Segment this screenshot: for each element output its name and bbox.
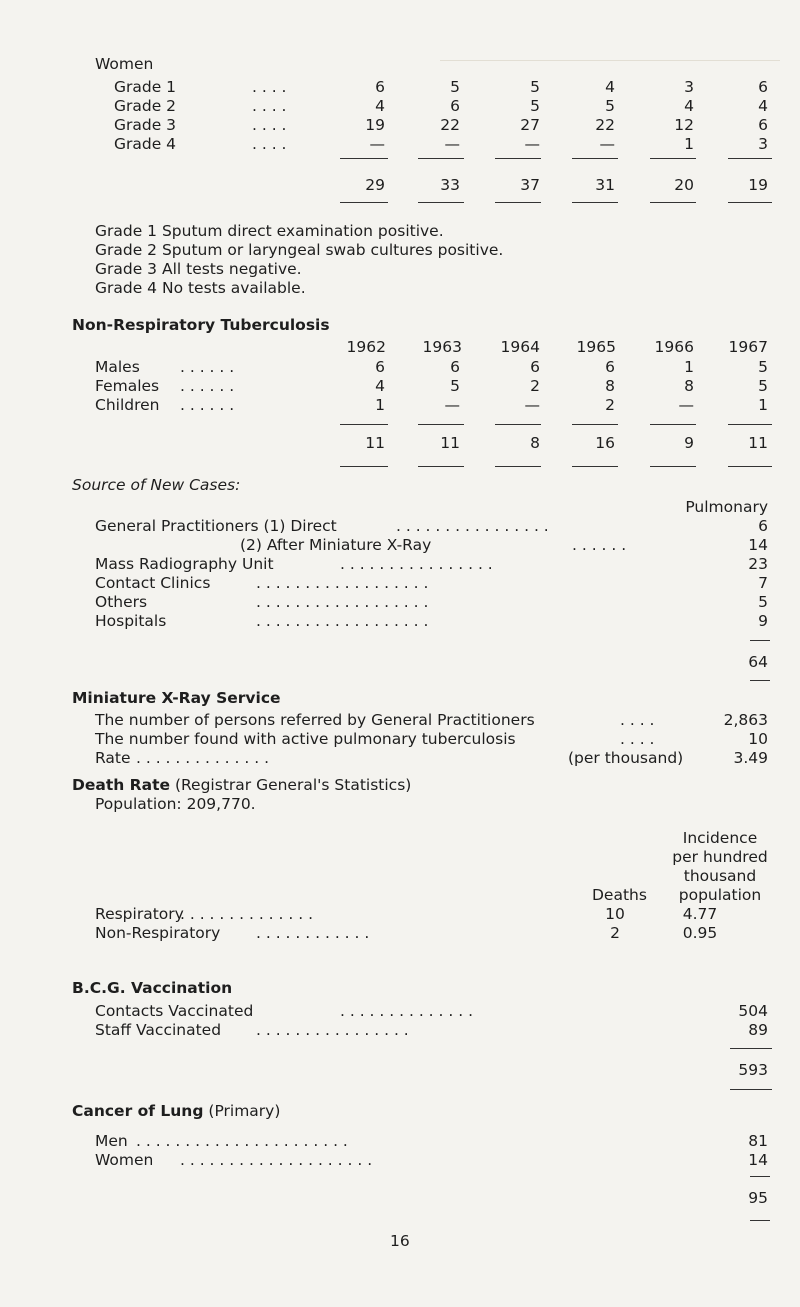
- cell: 12: [674, 116, 694, 134]
- row-label: (2) After Miniature X-Ray: [240, 536, 432, 554]
- row-dots: . . . . . . . . . . . . . . . . . . . .: [180, 1151, 373, 1169]
- cell: 5: [450, 377, 460, 395]
- row-label: Grade 3: [114, 116, 177, 134]
- rate-cell: 0.95: [682, 924, 718, 942]
- heading-rest: (Primary): [208, 1102, 281, 1120]
- total-rule-bottom: [495, 202, 541, 203]
- cell: 81: [748, 1132, 768, 1150]
- row-label: Others: [95, 593, 148, 611]
- incidence-line: per hundred: [672, 848, 768, 866]
- cell: 27: [520, 116, 540, 134]
- cell: 14: [748, 1151, 768, 1169]
- row-label: Children: [95, 396, 160, 414]
- cell: 6: [758, 116, 768, 134]
- total-cell: 16: [595, 434, 615, 452]
- row-label: Grade 1: [114, 78, 177, 96]
- total-cell: 31: [595, 176, 615, 194]
- row-dots: . . . . . . . . . . . .: [256, 924, 370, 942]
- cell: 1: [758, 396, 768, 414]
- cell: 1: [375, 396, 385, 414]
- cell: 14: [748, 536, 768, 554]
- row-dots: . . . .: [620, 711, 655, 729]
- total-rule: [650, 424, 696, 425]
- year: 1966: [654, 338, 694, 356]
- total-rule-bottom: [728, 202, 772, 203]
- cell: 3: [684, 78, 694, 96]
- row-dots: . . . . . .: [180, 377, 235, 395]
- total-rule: [750, 1176, 770, 1177]
- row-dots: . . . .: [252, 97, 287, 115]
- total-rule-bottom: [730, 1089, 772, 1090]
- heading-rest: (Registrar General's Statistics): [174, 776, 412, 794]
- row-dots: . . . . . . . . . . . . . . . . . .: [256, 612, 429, 630]
- grade-note: Grade 4 No tests available.: [95, 279, 306, 297]
- row-dots: . . . . . .: [572, 536, 627, 554]
- cell: —: [524, 135, 540, 153]
- heading-bold: Death Rate: [72, 776, 170, 794]
- cell: 2: [605, 396, 615, 414]
- row-label: Females: [95, 377, 160, 395]
- rate-cell: 4.77: [682, 905, 718, 923]
- cell: 8: [605, 377, 615, 395]
- total-rule: [418, 424, 464, 425]
- cell: 5: [758, 358, 768, 376]
- row-label: Staff Vaccinated: [95, 1021, 222, 1039]
- cell: —: [599, 135, 615, 153]
- row-label: Males: [95, 358, 140, 376]
- row-label: Non-Respiratory: [95, 924, 221, 942]
- row-dots: . . . . . . . . . . . . . . . . . . . . . .: [136, 1132, 348, 1150]
- total-cell: 29: [365, 176, 385, 194]
- total-rule-bottom: [728, 466, 772, 467]
- cell: 6: [605, 358, 615, 376]
- section-heading: B.C.G. Vaccination: [72, 979, 233, 997]
- year: 1963: [422, 338, 462, 356]
- column-header: Pulmonary: [685, 498, 768, 516]
- section-heading: [72, 776, 411, 794]
- cell: 6: [758, 517, 768, 535]
- cell: 3: [758, 135, 768, 153]
- cell: 4: [605, 78, 615, 96]
- row-dots: . . . .: [252, 116, 287, 134]
- total-cell: 593: [738, 1061, 768, 1079]
- total-rule-bottom: [418, 466, 464, 467]
- total-cell: 20: [674, 176, 694, 194]
- population: Population: 209,770.: [95, 795, 256, 813]
- total-rule-bottom: [750, 680, 770, 681]
- row-label: Men: [95, 1132, 128, 1150]
- total-cell: 19: [748, 176, 768, 194]
- row-label: Rate: [95, 749, 131, 767]
- row-dots: . . . . . . . . . . . . . . . .: [340, 555, 493, 573]
- heading-bold: Cancer of Lung: [72, 1102, 204, 1120]
- cell: 23: [748, 555, 768, 573]
- total-rule: [340, 158, 388, 159]
- total-cell: 64: [748, 653, 768, 671]
- cell: 6: [758, 78, 768, 96]
- row-dots: . . . .: [252, 135, 287, 153]
- total-cell: 11: [748, 434, 768, 452]
- total-rule: [495, 158, 541, 159]
- cell: 7: [758, 574, 768, 592]
- total-rule-bottom: [340, 466, 388, 467]
- total-cell: 95: [748, 1189, 768, 1207]
- total-cell: 33: [440, 176, 460, 194]
- cell: 6: [375, 78, 385, 96]
- cell: —: [524, 396, 540, 414]
- cell: 3.49: [733, 749, 768, 767]
- cell: 10: [748, 730, 768, 748]
- cell: 4: [375, 97, 385, 115]
- page-number: 16: [390, 1232, 410, 1250]
- row-dots: . . . . . . . . . . . . . . . . . .: [256, 574, 429, 592]
- cell: 4: [758, 97, 768, 115]
- cell: 2: [530, 377, 540, 395]
- total-rule: [495, 424, 541, 425]
- deaths-cell: 2: [610, 924, 620, 942]
- row-dots: . . . . . . . . . . . . . . . .: [396, 517, 549, 535]
- deaths-header: Deaths: [592, 886, 647, 904]
- grade-note: Grade 3 All tests negative.: [95, 260, 302, 278]
- cell: 504: [738, 1002, 768, 1020]
- row-dots: . . . . . . . . . . . . . .: [180, 905, 314, 923]
- total-cell: 37: [520, 176, 540, 194]
- total-rule: [572, 424, 618, 425]
- cell: 5: [450, 78, 460, 96]
- cell: —: [444, 396, 460, 414]
- cell: 9: [758, 612, 768, 630]
- year: 1967: [728, 338, 768, 356]
- cell: 5: [530, 97, 540, 115]
- grade-note: Grade 1 Sputum direct examination positive.: [95, 222, 444, 240]
- row-label: Women: [95, 1151, 154, 1169]
- total-cell: 11: [440, 434, 460, 452]
- section-heading: Non-Respiratory Tuberculosis: [72, 316, 330, 334]
- cell: 8: [684, 377, 694, 395]
- total-rule: [572, 158, 618, 159]
- cell: 2,863: [723, 711, 768, 729]
- row-label: The number found with active pulmonary tuberculosis: [95, 730, 516, 748]
- total-rule-bottom: [750, 1220, 770, 1221]
- total-rule-bottom: [340, 202, 388, 203]
- row-dots: . . . . . . . . . . . . . . . . . .: [256, 593, 429, 611]
- total-cell: 11: [365, 434, 385, 452]
- cell: 1: [684, 135, 694, 153]
- cell: —: [444, 135, 460, 153]
- cell: 19: [365, 116, 385, 134]
- row-dots: . . . .: [620, 730, 655, 748]
- section-heading: Miniature X-Ray Service: [72, 689, 281, 707]
- incidence-line: thousand: [683, 867, 757, 885]
- year: 1965: [576, 338, 616, 356]
- total-rule-bottom: [495, 466, 541, 467]
- row-label: The number of persons referred by General Practitioners: [95, 711, 535, 729]
- cell: 22: [440, 116, 460, 134]
- row-label: Contact Clinics: [95, 574, 211, 592]
- total-rule-bottom: [650, 202, 696, 203]
- total-rule: [750, 640, 770, 641]
- row-label: Grade 2: [114, 97, 177, 115]
- total-rule: [728, 158, 772, 159]
- total-cell: 8: [530, 434, 540, 452]
- row-label: General Practitioners (1) Direct: [95, 517, 337, 535]
- year: 1962: [346, 338, 386, 356]
- total-rule-bottom: [572, 466, 618, 467]
- cell: 4: [375, 377, 385, 395]
- row-dots: . . . . . . . . . . . . . .: [340, 1002, 474, 1020]
- deaths-cell: 10: [605, 905, 625, 923]
- cell: —: [369, 135, 385, 153]
- total-rule: [730, 1048, 772, 1049]
- rate-unit: (per thousand): [568, 749, 684, 767]
- row-label: Respiratory: [95, 905, 184, 923]
- total-rule: [728, 424, 772, 425]
- cell: 5: [530, 78, 540, 96]
- row-label: Grade 4: [114, 135, 177, 153]
- cell: 5: [758, 377, 768, 395]
- cell: 5: [605, 97, 615, 115]
- cell: —: [678, 396, 694, 414]
- total-rule: [340, 424, 388, 425]
- incidence-header: [655, 829, 785, 905]
- cell: 4: [684, 97, 694, 115]
- cell: 6: [450, 97, 460, 115]
- row-label: Contacts Vaccinated: [95, 1002, 254, 1020]
- total-rule-bottom: [650, 466, 696, 467]
- cell: 1: [684, 358, 694, 376]
- row-dots: . . . . . . . . . . . . . .: [136, 749, 270, 767]
- grade-note: Grade 2 Sputum or laryngeal swab cultures positive.: [95, 241, 504, 259]
- total-cell: 9: [684, 434, 694, 452]
- total-rule-bottom: [572, 202, 618, 203]
- total-rule-bottom: [418, 202, 464, 203]
- section-heading: Source of New Cases:: [72, 476, 241, 494]
- row-dots: . . . . . .: [180, 358, 235, 376]
- cell: 6: [375, 358, 385, 376]
- row-dots: . . . . . . . . . . . . . . . .: [256, 1021, 409, 1039]
- total-rule: [650, 158, 696, 159]
- incidence-line: Incidence: [682, 829, 758, 847]
- cell: 5: [758, 593, 768, 611]
- row-dots: . . . .: [252, 78, 287, 96]
- incidence-line: population: [678, 886, 762, 904]
- cell: 6: [450, 358, 460, 376]
- row-label: Mass Radiography Unit: [95, 555, 274, 573]
- cell: 6: [530, 358, 540, 376]
- cell: 89: [748, 1021, 768, 1039]
- women-heading: Women: [95, 55, 154, 73]
- section-heading: [72, 1102, 280, 1120]
- total-rule: [418, 158, 464, 159]
- year: 1964: [500, 338, 540, 356]
- row-dots: . . . . . .: [180, 396, 235, 414]
- cell: 22: [595, 116, 615, 134]
- row-label: Hospitals: [95, 612, 167, 630]
